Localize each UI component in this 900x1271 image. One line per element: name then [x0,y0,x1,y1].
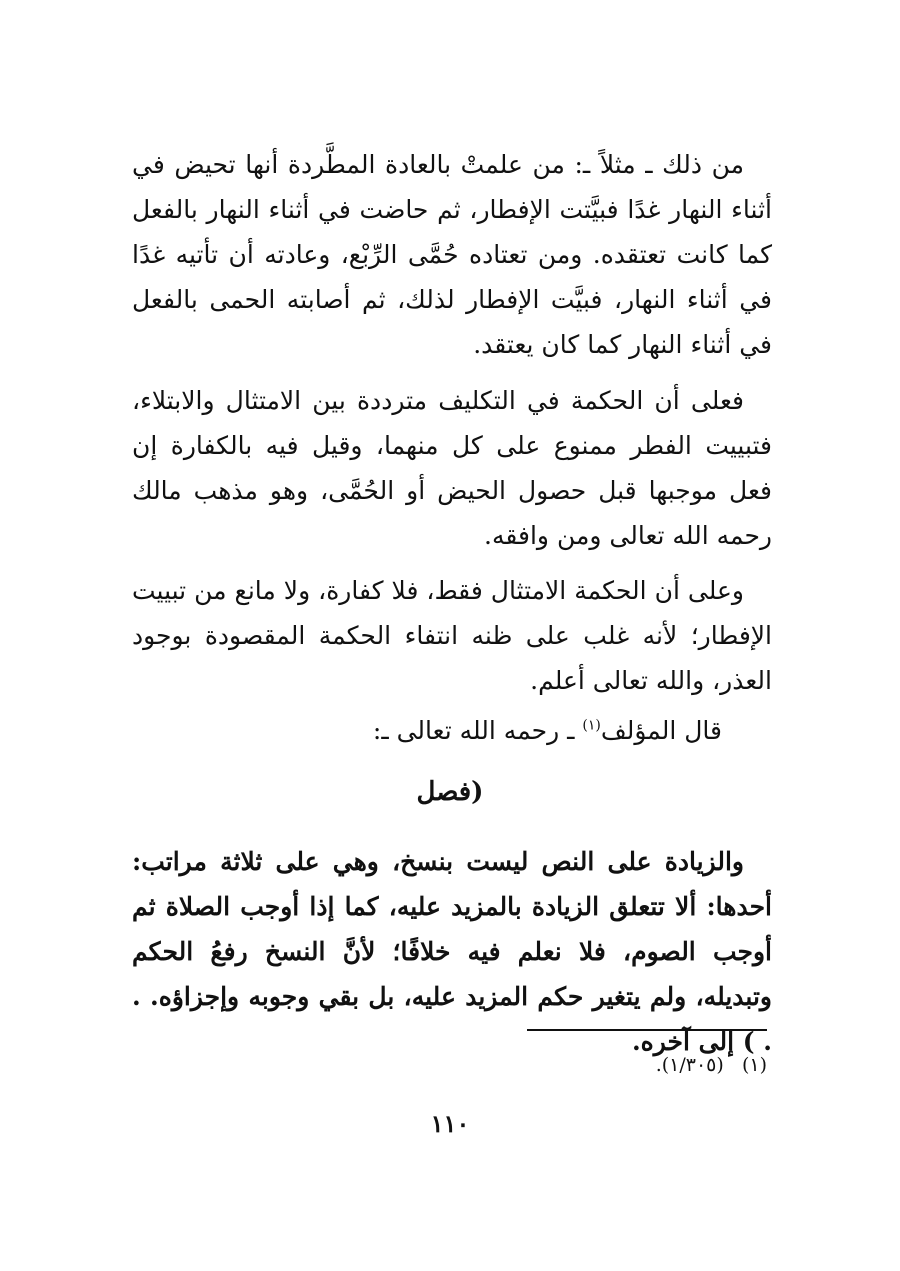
footnote [656,1050,767,1080]
footnote-text: (١/٣٠٥). [655,1054,724,1076]
footnote-divider [527,1029,767,1031]
author-said-label: قال المؤلف [600,716,722,745]
paragraph-addition-to-text: والزيادة على النص ليست بنسخ، وهي على ثلاثة مراتب: أحدها: ألا تتعلق الزيادة بالمزيد عليه، كما إذا أوجب الصلاة ثم أوجب الصوم، فلا نعلم فيه خلافًا؛ لأنَّ النسخ رفعُ الحكم وتبديله، ولم يتغير حكم المزيد عليه، بل بقي وجوبه وإجزاؤه. . . ) إلى آخره. [132,847,772,1056]
paragraph-wisdom-compliance: وعلى أن الحكمة الامتثال فقط، فلا كفارة، ولا مانع من تبييت الإفطار؛ لأنه غلب على ظنه انتفاء الحكمة المقصودة بوجود العذر، والله تعالى أعلم. [132,576,772,695]
author-said-line [373,708,722,753]
section-heading: (فصل [416,777,484,807]
paragraph-examples: من ذلك ـ مثلاً ـ: من علمتْ بالعادة المطَّردة أنها تحيض في أثناء النهار غدًا فبيَّتت الإفطار، ثم حاضت في أثناء النهار بالفعل كما كانت تعتقده. ومن تعتاده حُمَّى الرِّبْع، وعادته أن تأتيه غدًا في أثناء النهار، فبيَّت الإفطار لذلك، ثم أصابته الحمى بالفعل في أثناء النهار كما كان يعتقد. [132,150,772,359]
footnote-reference: (١) [582,717,601,734]
footnote-marker: (١) [741,1054,767,1076]
author-said-blessing: ـ رحمه الله تعالى ـ: [372,716,583,745]
page-number: ١١٠ [430,1109,470,1138]
paragraph-wisdom-trial: فعلى أن الحكمة في التكليف مترددة بين الامتثال والابتلاء، فتبييت الفطر ممنوع على كل منهما، وقيل فيه بالكفارة إن فعل موجبها قبل حصول الحيض أو الحُمَّى، وهو مذهب مالك رحمه الله تعالى ومن وافقه. [132,386,772,550]
